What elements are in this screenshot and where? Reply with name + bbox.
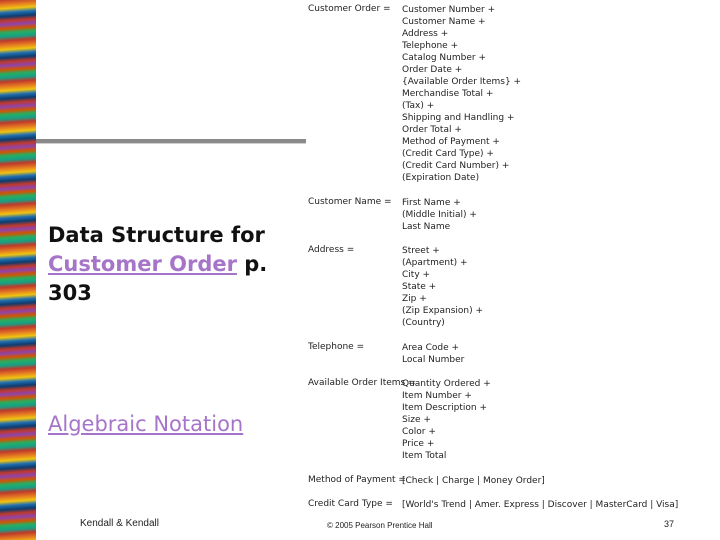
structure-part: (Middle Initial) +	[402, 210, 477, 220]
structure-part: (Expiration Date)	[402, 173, 480, 183]
structure-part: (Tax) +	[402, 101, 435, 111]
title-suffix: p. 303	[48, 252, 268, 305]
structure-part: (Zip Expansion) +	[402, 306, 484, 316]
structure-part: {Available Order Items} +	[402, 77, 522, 87]
structure-part: (Apartment) +	[402, 258, 468, 268]
footer-copyright: © 2005 Pearson Prentice Hall	[327, 521, 433, 530]
slide-title	[48, 221, 288, 308]
structure-parts	[402, 4, 521, 184]
structure-part: Method of Payment +	[402, 137, 500, 147]
structure-parts	[402, 378, 491, 462]
structure-name: Telephone =	[308, 342, 365, 352]
page-number: 37	[664, 519, 675, 529]
structure-name: Address =	[308, 245, 355, 255]
structure-part: [Check | Charge | Money Order]	[402, 476, 545, 486]
structure-part: Order Date +	[402, 65, 463, 75]
structure-part: Color +	[402, 427, 436, 437]
structure-part: [World's Trend | Amer. Express | Discover | MasterCard | Visa]	[402, 500, 679, 510]
structure-part: Address +	[402, 29, 449, 39]
structure-part: Order Total +	[402, 125, 462, 135]
structure-name: Method of Payment =	[308, 475, 406, 485]
structure-part: Catalog Number +	[402, 53, 486, 63]
structure-part: Area Code +	[402, 343, 460, 353]
structure-name: Available Order Items =	[308, 378, 416, 388]
structure-part: Telephone +	[402, 41, 459, 51]
footer-author: Kendall & Kendall	[80, 518, 159, 529]
structure-part: (Country)	[402, 318, 445, 328]
structure-part: Street +	[402, 246, 440, 256]
structure-part: First Name +	[402, 198, 461, 208]
divider-line-shadow	[36, 143, 306, 144]
structure-part: Merchandise Total +	[402, 89, 494, 99]
structure-part: Last Name	[402, 222, 451, 232]
structure-part: (Credit Card Number) +	[402, 161, 510, 171]
structure-name: Customer Name =	[308, 197, 392, 207]
structure-parts	[402, 342, 464, 366]
decorative-woven-stripe	[0, 0, 36, 540]
title-prefix: Data Structure for	[48, 223, 265, 247]
structure-name: Customer Order =	[308, 4, 391, 14]
structure-part: Item Number +	[402, 391, 472, 401]
structure-part: Shipping and Handling +	[402, 113, 515, 123]
structure-parts	[402, 245, 483, 329]
structure-parts	[402, 499, 678, 511]
structure-part: Zip +	[402, 294, 427, 304]
structure-part: (Credit Card Type) +	[402, 149, 494, 159]
structure-parts	[402, 197, 477, 233]
structure-part: Item Description +	[402, 403, 488, 413]
structure-name: Credit Card Type =	[308, 499, 393, 509]
structure-part: City +	[402, 270, 431, 280]
structure-part: Quantity Ordered +	[402, 379, 491, 389]
structure-part: Customer Number +	[402, 5, 496, 15]
structure-part: State +	[402, 282, 437, 292]
structure-part: Local Number	[402, 355, 465, 365]
structure-part: Item Total	[402, 451, 447, 461]
structure-part: Size +	[402, 415, 431, 425]
algebraic-notation-link[interactable]: Algebraic Notation	[48, 412, 244, 436]
customer-order-link[interactable]: Customer Order	[48, 252, 237, 276]
structure-part: Customer Name +	[402, 17, 486, 27]
structure-parts	[402, 475, 545, 487]
structure-part: Price +	[402, 439, 435, 449]
